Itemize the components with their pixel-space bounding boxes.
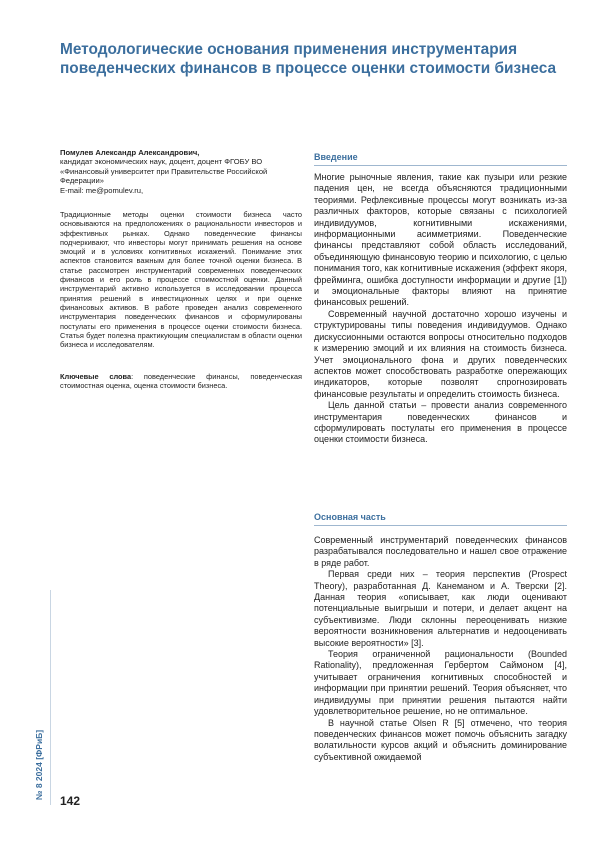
article-title: Методологические основания применения инструментария поведенческих финансов в процессе оценки стоимости бизнеса xyxy=(60,41,557,77)
intro-paragraph: Цель данной статьи – провести анализ современного инструментария поведенческих финансов и сформулировать постулаты его применения в процессе оценки стоимости бизнеса. xyxy=(314,400,567,445)
main-paragraph: Теория ограниченной рациональности (Bounded Rationality), предложенная Гербертом Саймоном [4], учитывает ограничения когнитивных способностей и информации при принятии решений. Теория объясняет, что индивидуумы при принятии решения пытаются найти удовлетворительное решение, но не оптимальное. xyxy=(314,649,567,717)
main-paragraph: Современный инструментарий поведенческих финансов разрабатывался последовательно и нашел свое отражение в ряде работ. xyxy=(314,535,567,568)
page-number: 142 xyxy=(60,794,81,808)
intro-paragraph: Современный научной достаточно хорошо изучены и структурированы типы поведения индивидуумов. Однако дискуссионными остаются вопросы относительно подходов к измерению эмоций и их влияния на стоимость бизнеса. Учет эмоционального фона и других поведенческих аспектов может способствовать разработке опережающих индикаторов, которые позволят спрогнозировать финансовые результаты и определить стоимость бизнеса. xyxy=(314,308,567,399)
author-block xyxy=(60,148,302,195)
main-heading-rule xyxy=(314,525,567,526)
keywords-text: : поведенческие финансы, поведенческая стоимостная оценка, оценка стоимости бизнеса. xyxy=(60,372,302,391)
author-email: E-mail: me@pomulev.ru, xyxy=(60,185,144,195)
intro-body xyxy=(314,172,567,446)
margin-rule xyxy=(50,590,51,805)
intro-paragraph: Многие рыночные явления, такие как пузыри или резкие падения цен, не всегда объясняются традиционными теориями. Рефлексивные процессы могут возникать из-за различных факторов, которые связаны с психологией индивидуумов, когнитивными искажениями, информационными асимметриями. Поведенческие финансы представляют собой область исследований, объединяющую финансовую теорию и психологию, с целью понимания того, как когнитивные искажения (эффект якоря, фрейминга, ошибка доступности информации и другие [1]) и эмоциональные факторы влияют на принятие финансовых решений. xyxy=(314,172,567,308)
keywords-label: Ключевые слова xyxy=(60,372,132,381)
main-body xyxy=(314,535,567,763)
intro-heading: Введение xyxy=(314,152,358,162)
keywords xyxy=(60,372,302,391)
main-heading: Основная часть xyxy=(314,512,386,522)
intro-heading-rule xyxy=(314,165,567,166)
author-affiliation: кандидат экономических наук, доцент, доцент ФГОБУ ВО «Финансовый университет при Правительстве Российской Федерации» xyxy=(60,157,268,186)
main-paragraph: Первая среди них – теория перспектив (Prospect Theory), разработанная Д. Канеманом и А. Тверски [2]. Данная теория «описывает, как люди оценивают потенциальные выигрыши и потери, и делает акцент на субъективизме. Люди склонны переоценивать низкие вероятности возникновения альтернатив и недооценивать высокие вероятности» [3]. xyxy=(314,569,567,648)
issue-label: № 8 2024 [ФРиБ] xyxy=(34,729,44,800)
main-paragraph: В научной статье Olsen R [5] отмечено, что теория поведенческих финансов может помочь объяснить загадку волатильности курсов акций и объяснить доминирование субъективной ожидаемой xyxy=(314,717,567,762)
author-name: Помулев Александр Александрович, xyxy=(60,148,200,157)
abstract: Традиционные методы оценки стоимости бизнеса часто основываются на предположениях о рациональности инвесторов и эффективных рынках. Однако поведенческие финансы подчеркивают, что инвесторы могут принимать решения на основе эмоций и в условиях когнитивных искажений. Понимание этих аспектов становится важным для более точной оценки бизнеса. В статье рассмотрен инструментарий современных поведенческих финансов и его роль в процессе стоимостной оценки. Данный инструментарий активно используется в исследовании процесса принятия решений в инвестиционных целях и при оценке финансовых активов. В работе проведен анализ современного инструментария поведенческих финансов и сформулированы постулаты его применения в процессе оценки стоимости бизнеса. Статья будет полезна практикующим специалистам в области оценки бизнеса и исследователям. xyxy=(60,210,302,350)
